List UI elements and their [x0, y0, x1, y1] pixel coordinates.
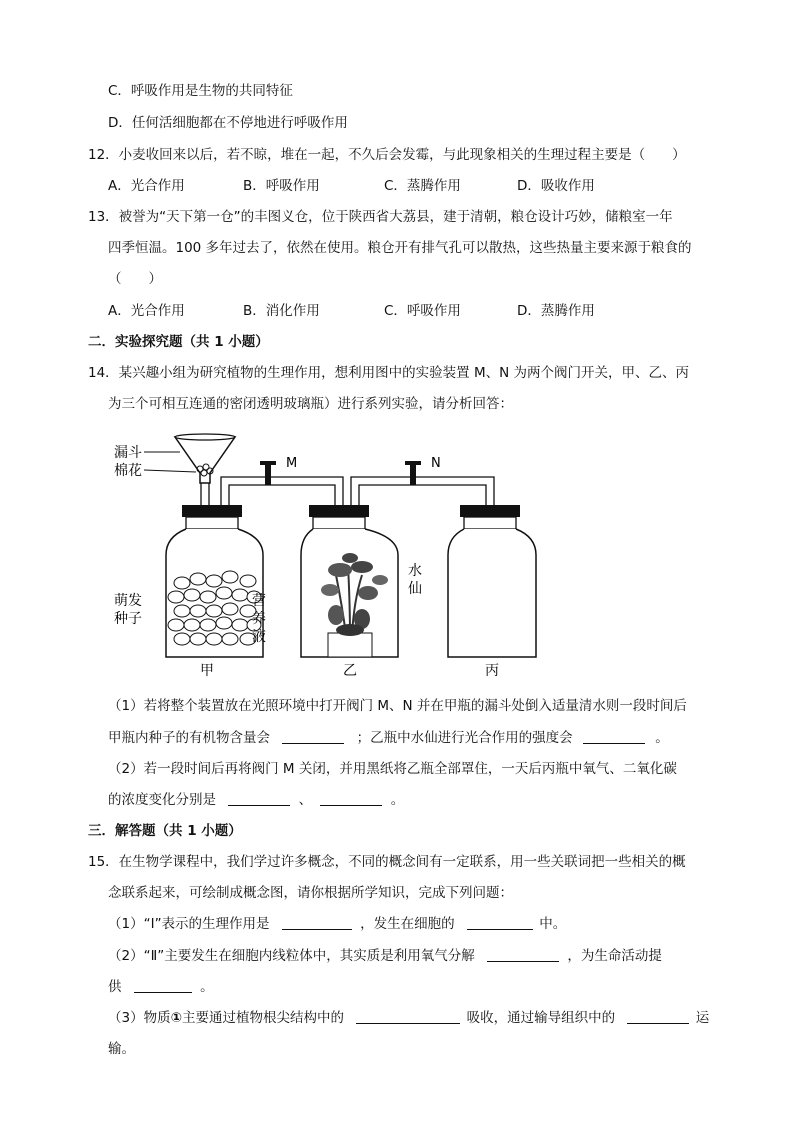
q11-option-d: D．任何活细胞都在不停地进行呼吸作用 [108, 115, 348, 131]
q15-part3-text-a: （3）物质 [108, 1010, 171, 1026]
circled-one-icon: ① [170, 1010, 183, 1026]
label-cotton: 棉花 [114, 463, 142, 479]
q15-part1 [108, 915, 566, 933]
q14-answer-blank-2[interactable] [583, 729, 645, 744]
experiment-apparatus-figure [100, 425, 540, 685]
bottle-bing [448, 505, 536, 657]
q13-answer-paren: （ ） [108, 271, 162, 287]
valve-n-icon [405, 461, 421, 465]
q15-answer-blank-5[interactable] [356, 1009, 460, 1024]
q13-option-b: B．消化作用 [243, 303, 320, 319]
label-valve-m: M [286, 456, 298, 471]
q15-part2 [108, 947, 662, 965]
q14-answer-blank-1[interactable] [282, 729, 344, 744]
q15-part2-line2 [108, 978, 214, 996]
q14-part2-line2 [108, 791, 404, 809]
q15-part3-line2: 输。 [108, 1041, 135, 1057]
q15-answer-blank-6[interactable] [627, 1009, 689, 1024]
label-bottle-bing: 丙 [485, 663, 499, 679]
q11-option-c: C．呼吸作用是生物的共同特征 [108, 83, 293, 99]
q12-option-a: A．光合作用 [108, 178, 185, 194]
label-nutrient-1: 营 [252, 593, 266, 609]
q14-part1-text-a: 甲瓶内种子的有机物含量会 [108, 730, 270, 746]
q15-part2-text-c: 供 [108, 979, 122, 995]
section-2-title: 二．实验探究题（共 1 小题） [88, 334, 269, 350]
label-nutrient-3: 液 [252, 629, 266, 645]
q14-part2-line1: （2）若一段时间后再将阀门 M 关闭，并用黑纸将乙瓶全部罩住，一天后丙瓶中氧气、二氧化碳 [108, 761, 677, 777]
q14-part2-text-b: 、 [298, 792, 313, 808]
q15-answer-blank-1[interactable] [282, 915, 352, 930]
valve-m-icon [260, 461, 276, 465]
label-seeds-2: 种子 [114, 611, 142, 627]
q15-part3-text-b: 主要通过植物根尖结构中的 [182, 1010, 345, 1026]
q13-stem-line1: 13．被誉为“天下第一仓”的丰图义仓，位于陕西省大荔县，建于清朝，粮仓设计巧妙，储粮室一年 [88, 209, 673, 225]
q14-stem-line2: 为三个可相互连通的密闭透明玻璃瓶）进行系列实验，请分析回答： [108, 396, 513, 412]
q14-part1-line1: （1）若将整个装置放在光照环境中打开阀门 M、N 并在甲瓶的漏斗处倒入适量清水则一段时间后 [108, 698, 687, 714]
q15-part1-text-a: （1）“Ⅰ”表示的生理作用是 [108, 916, 270, 932]
q15-stem-line2: 念联系起来，可绘制成概念图，请你根据所学知识，完成下列问题： [108, 885, 513, 901]
q14-part2-text-a: 的浓度变化分别是 [108, 792, 216, 808]
q15-part3-text-c: 吸收，通过输导组织中的 [466, 1010, 616, 1026]
section-3-title: 三．解答题（共 1 小题） [88, 823, 242, 839]
q15-part3 [108, 1009, 709, 1027]
q14-part1-text-b: ；乙瓶中水仙进行光合作用的强度会 [356, 730, 573, 746]
q14-answer-blank-3[interactable] [228, 791, 290, 806]
q15-stem-line1: 15．在生物学课程中，我们学过许多概念，不同的概念间有一定联系，用一些关联词把一些相关的概 [88, 854, 686, 870]
q13-stem-line2: 四季恒温。100 多年过去了，依然在使用。粮仓开有排气孔可以散热，这些热量主要来源于粮食的 [108, 240, 692, 256]
label-nutrient-2: 养 [252, 611, 266, 627]
q15-part2-text-d: 。 [200, 979, 214, 995]
q15-part1-text-b: ，发生在细胞的 [360, 916, 455, 932]
q12-stem: 12．小麦收回来以后，若不晾，堆在一起，不久后会发霉，与此现象相关的生理过程主要是（ ） [88, 147, 686, 163]
q13-option-c: C．呼吸作用 [384, 303, 461, 319]
label-seeds-1: 萌发 [114, 593, 142, 609]
label-bottle-yi: 乙 [343, 663, 357, 679]
q12-option-d: D．吸收作用 [517, 178, 595, 194]
q13-option-a: A．光合作用 [108, 303, 185, 319]
q14-part1-text-c: 。 [655, 730, 669, 746]
label-funnel: 漏斗 [114, 445, 142, 461]
q14-part1-line2 [108, 729, 669, 747]
q15-answer-blank-2[interactable] [467, 915, 533, 930]
q14-answer-blank-4[interactable] [320, 791, 382, 806]
label-plant-1: 水 [408, 563, 422, 579]
q14-part2-text-c: 。 [390, 792, 405, 808]
q13-option-d: D．蒸腾作用 [517, 303, 595, 319]
label-valve-n: N [431, 456, 441, 471]
label-plant-2: 仙 [408, 581, 422, 597]
q12-option-c: C．蒸腾作用 [384, 178, 461, 194]
q15-part3-text-d: 运 [695, 1010, 710, 1026]
q15-answer-blank-4[interactable] [134, 978, 192, 993]
q15-part1-text-c: 中。 [539, 916, 567, 932]
bottle-jia [166, 505, 263, 657]
q15-answer-blank-3[interactable] [487, 947, 559, 962]
q15-part2-text-b: ，为生命活动提 [567, 948, 662, 964]
q14-stem-line1: 14．某兴趣小组为研究植物的生理作用，想利用图中的实验装置 M、N 为两个阀门开关，甲、乙、丙 [88, 365, 690, 381]
label-bottle-jia: 甲 [200, 663, 214, 679]
q12-option-b: B．呼吸作用 [243, 178, 320, 194]
bottle-yi [301, 505, 398, 657]
q15-part2-text-a: （2）“Ⅱ”主要发生在细胞内线粒体中，其实质是利用氧气分解 [108, 948, 475, 964]
